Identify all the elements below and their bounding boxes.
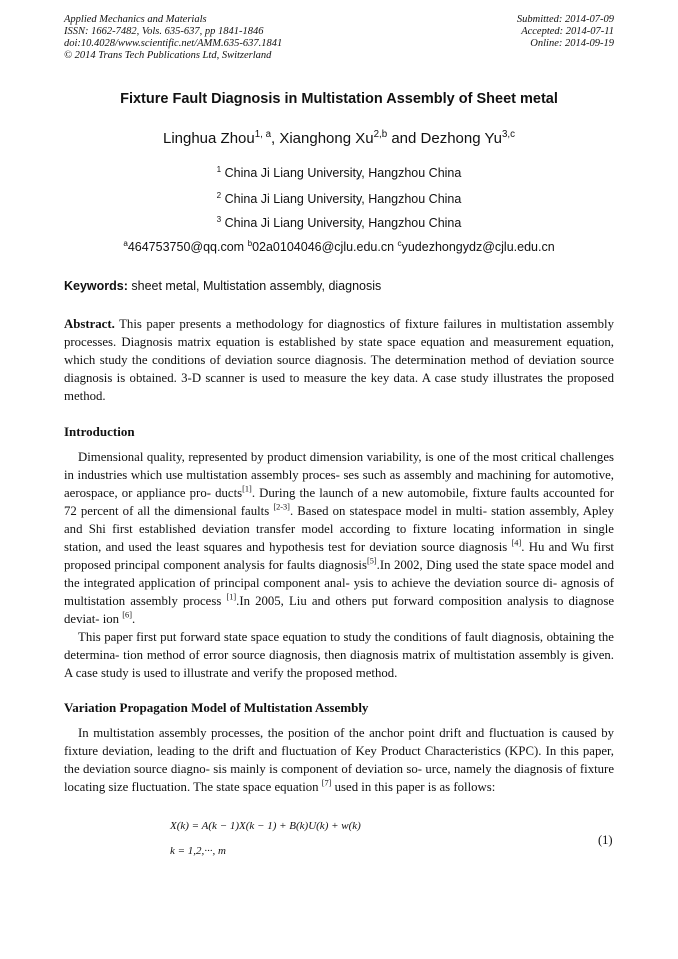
author-list: Linghua Zhou$^{1, a}$, Xianghong Xu$^{2,b}$ and Dezhong Yu$^{3,c}$ bbox=[162, 129, 516, 147]
citation-ref: [2-3] bbox=[273, 502, 290, 512]
author-name: Dezhong Yu bbox=[420, 130, 502, 147]
equation-line-1: X(k) = A(k − 1)X(k − 1) + B(k)U(k) + w(k) bbox=[170, 820, 361, 832]
journal-info-line: doi:10.4028/www.scientific.net/AMM.635-637.1841 bbox=[64, 38, 283, 49]
intro-paragraph-1: Dimensional quality, represented by product dimension variability, is one of the most critical challenges in industries which use multistation assembly proces- ses such as assembly and machining for automotive, aerospace, or appliance pro- ducts[1]. During the launch of a new automobile, fixture faults accounted for 72 percent of all the dimensional faults [2-3]. Based on statespace model in multi- station assembly, Apley and Shi first established deviation transfer model according to fixture locating information in single station, and used the least squares and hypothesis test for deviation source diagnosis [4]. Hu and Wu first proposed principal component analysis for faults diagnosis[5].In 2002, Ding used the state space model and the integrated application of principal component anal- ysis to achieve the deviation source di- agnosis of multistation assembly process [1].In 2005, Liu and others put forward composition analysis to diagnose deviat- ion [6]. bbox=[64, 450, 615, 626]
author-affiliation-marker: 1, a bbox=[254, 129, 271, 140]
keywords: Keywords: sheet metal, Multistation assembly, diagnosis bbox=[64, 279, 382, 293]
affiliation-3: $^3$ China Ji Liang University, Hangzhou China bbox=[216, 214, 462, 230]
journal-info-line: Applied Mechanics and Materials bbox=[64, 14, 207, 25]
date-line: Online: 2014-09-19 bbox=[530, 38, 614, 49]
author-emails: $^a$464753750@qq.com $^b$02a0104046@cjlu.edu.cn $^c$yudezhongydz@cjlu.edu.cn bbox=[123, 238, 555, 254]
intro-paragraph-2: This paper first put forward state space equation to study the conditions of fault diagnosis, obtaining the determina- tion method of error source diagnosis, then diagnosis matrix of multistation assembly is given. A case study is used to illustrate and verify the proposed method. bbox=[64, 630, 614, 680]
introduction-body bbox=[64, 448, 614, 682]
citation-ref: [5] bbox=[366, 556, 377, 566]
citation-ref: [1] bbox=[242, 484, 252, 494]
date-line: Accepted: 2014-07-11 bbox=[521, 26, 614, 37]
affiliation-2: $^2$ China Ji Liang University, Hangzhou China bbox=[216, 190, 462, 206]
section-heading-introduction: Introduction bbox=[64, 424, 135, 439]
journal-info-line: ISSN: 1662-7482, Vols. 635-637, pp 1841-1846 bbox=[64, 26, 264, 37]
email-link[interactable]: 02a0104046@cjlu.edu.cn bbox=[252, 240, 398, 254]
email-link[interactable]: 464753750@qq.com bbox=[127, 240, 248, 254]
submission-dates bbox=[517, 14, 614, 50]
abstract: Abstract. This paper presents a methodology for diagnostics of fixture failures in multistation assembly processes. Diagnosis matrix equation is established by state space equation and measurement equation, which study the conditions of deviation source diagnosis. The determination method of deviation source diagnosis is obtained. 3-D scanner is used to measure the key data. A case study illustrates the proposed method. bbox=[64, 317, 614, 403]
equation-line-2: k = 1,2,···, m bbox=[170, 845, 226, 857]
citation-ref: [6] bbox=[122, 610, 132, 620]
date-line: Submitted: 2014-07-09 bbox=[516, 14, 614, 25]
author-name: Xianghong Xu bbox=[279, 130, 374, 147]
journal-info-line: © 2014 Trans Tech Publications Ltd, Switzerland bbox=[64, 50, 272, 61]
variation-body: In multistation assembly processes, the position of the anchor point drift and fluctuation is caused by fixture deviation, leading to the drift and fluctuation of Key Product Characteristics (KPC). In this paper, the deviation source diagno- sis mainly is component of deviation so- urce, namely the diagnosis of fixture locating size fluctuation. The state space equation [7] used in this paper is as follows: bbox=[64, 726, 614, 794]
author-affiliation-marker: 3,c bbox=[502, 129, 516, 140]
author-affiliation-marker: 2,b bbox=[373, 129, 388, 140]
citation-ref: [4] bbox=[511, 538, 522, 548]
paper-title: Fixture Fault Diagnosis in Multistation Assembly of Sheet metal bbox=[120, 91, 558, 107]
author-name: Linghua Zhou bbox=[162, 130, 255, 147]
journal-info bbox=[64, 14, 282, 62]
section-heading-variation: Variation Propagation Model of Multistation Assembly bbox=[64, 700, 369, 715]
citation-ref: [1] bbox=[226, 592, 237, 602]
email-link[interactable]: yudezhongydz@cjlu.edu.cn bbox=[401, 240, 555, 254]
affiliation-1: $^1$ China Ji Liang University, Hangzhou China bbox=[216, 164, 462, 180]
equation-number: (1) bbox=[598, 833, 613, 847]
